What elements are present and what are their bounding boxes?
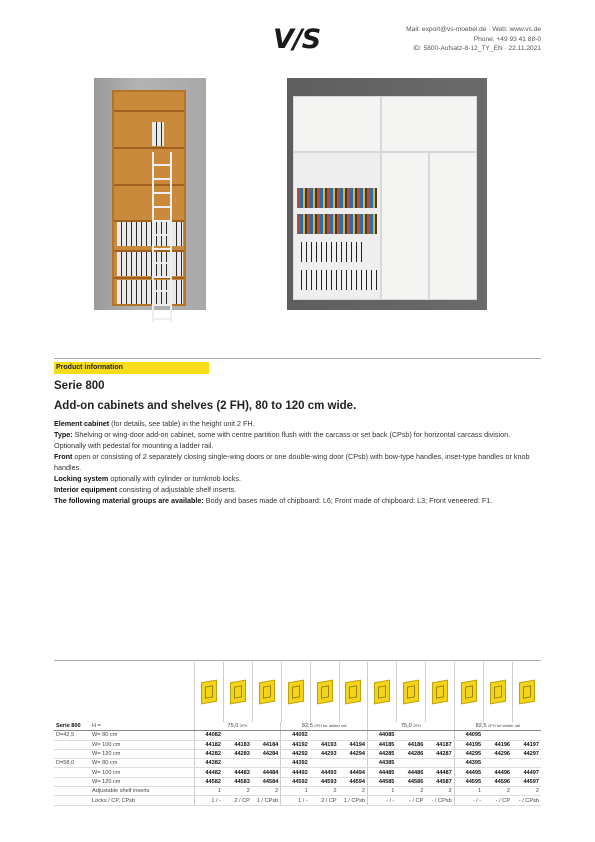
contact-phone: Phone: +49 93 41 88-0 — [473, 35, 541, 43]
table-cell — [310, 759, 339, 768]
cabinet-icon — [259, 680, 275, 705]
description-term: The following material groups are available: — [54, 496, 204, 505]
table-cell: 44392 — [281, 759, 310, 768]
table-top-divider — [54, 660, 541, 661]
table-cell: 44582 — [194, 777, 223, 786]
cabinet-icon — [230, 680, 246, 705]
table-cell: 44085 — [368, 731, 397, 740]
row-depth — [54, 777, 90, 786]
photo-white-cabinets — [287, 78, 487, 310]
row-depth: D=58,0 — [54, 759, 90, 768]
height-group-3: 75,0 2FH — [368, 722, 455, 731]
table-row — [54, 787, 541, 796]
product-icon-cell — [396, 662, 425, 722]
table-cell: 44484 — [252, 768, 281, 777]
table-row — [54, 749, 541, 758]
product-icon-cell — [483, 662, 512, 722]
ladder — [152, 152, 172, 322]
table-row — [54, 777, 541, 786]
table-cell — [425, 731, 454, 740]
table-cell: 44485 — [368, 768, 397, 777]
white-cabinet-door-left — [381, 152, 429, 300]
table-cell: 44286 — [396, 749, 425, 758]
product-icon-cell — [281, 662, 310, 722]
table-series-label: Serie 800 — [54, 722, 90, 731]
table-cell: 44293 — [310, 749, 339, 758]
table-cell: 44593 — [310, 777, 339, 786]
cabinet-icon — [288, 680, 304, 705]
table-cell: 44297 — [512, 749, 541, 758]
table-cell: 2 / CP — [223, 796, 252, 805]
cabinet-icon — [461, 680, 477, 705]
description-text: Shelving or wing-door add-on cabinet, some with centre partition flush with the carcass or set back (CPsb) for horizontal carcass division. Optionally with pedestal for mounting a ladder rail. — [54, 430, 511, 450]
table-cell: 44487 — [425, 768, 454, 777]
white-cabinet-door-right — [429, 152, 477, 300]
description-paragraph — [54, 418, 541, 429]
table-row — [54, 759, 541, 768]
product-icon-cell — [339, 662, 368, 722]
oak-shelf-unit — [112, 90, 186, 306]
row-label: W= 120 cm — [90, 749, 194, 758]
table-cell — [339, 759, 368, 768]
photo-oak-shelving — [94, 78, 206, 310]
description-paragraph — [54, 429, 541, 451]
table-cell: 1 — [368, 787, 397, 796]
table-cell: 44184 — [252, 740, 281, 749]
table-cell — [512, 759, 541, 768]
cabinet-icon — [374, 680, 390, 705]
table-cell: 44595 — [454, 777, 483, 786]
table-cell — [512, 731, 541, 740]
table-header-row — [54, 722, 541, 731]
contact-id: ID: 5800-Aufsatz-8-12_TY_EN · 22.11.2021 — [413, 45, 541, 52]
table-cell: 44382 — [194, 759, 223, 768]
description-term: Element cabinet — [54, 419, 110, 428]
cabinet-icon — [432, 680, 448, 705]
table-cell: 44496 — [483, 768, 512, 777]
table-cell: 2 — [223, 787, 252, 796]
product-icon-cell — [194, 662, 223, 722]
table-cell: 44495 — [454, 768, 483, 777]
description-text: (for details, see table) in the height unit 2 FH. — [109, 419, 255, 428]
cabinet-icon — [345, 680, 361, 705]
table-cell: 2 — [310, 787, 339, 796]
product-table — [54, 722, 541, 806]
description-text: optionally with cylinder or turnknob locks. — [108, 474, 241, 483]
row-label: W= 80 cm — [90, 731, 194, 740]
page-heading: Add-on cabinets and shelves (2 FH), 80 to 120 cm wide. — [54, 400, 357, 412]
table-height-label: H = — [90, 722, 194, 731]
description-text: open or consisting of 2 separately closing single-wing doors or one double-wing door (CPsb) with bow-type handles, inset-type handles or knob handles. — [54, 452, 530, 472]
table-cell — [252, 731, 281, 740]
table-cell — [310, 731, 339, 740]
table-cell: 44592 — [281, 777, 310, 786]
table-cell: 44395 — [454, 759, 483, 768]
cabinet-icon — [317, 680, 333, 705]
table-cell: 44192 — [281, 740, 310, 749]
cabinet-icon — [201, 680, 217, 705]
product-icon-cell — [454, 662, 483, 722]
description-term: Locking system — [54, 474, 109, 483]
table-cell: 44193 — [310, 740, 339, 749]
table-cell: 44587 — [425, 777, 454, 786]
white-cabinet-top-right — [381, 96, 477, 152]
cabinet-icon — [519, 680, 535, 705]
row-depth — [54, 796, 90, 805]
table-cell: 44296 — [483, 749, 512, 758]
table-cell: 44594 — [339, 777, 368, 786]
table-cell: 44284 — [252, 749, 281, 758]
divider — [54, 358, 541, 359]
table-cell: - / - — [368, 796, 397, 805]
description-term: Front — [54, 452, 73, 461]
table-cell: 44486 — [396, 768, 425, 777]
table-cell — [483, 731, 512, 740]
table-cell: 44295 — [454, 749, 483, 758]
table-cell: 44294 — [339, 749, 368, 758]
table-cell: 44095 — [454, 731, 483, 740]
height-group-1: 75,0 2FH — [194, 722, 281, 731]
product-icon-cell — [252, 662, 281, 722]
row-depth — [54, 787, 90, 796]
table-cell: 44585 — [368, 777, 397, 786]
table-cell: 44282 — [194, 749, 223, 758]
table-cell — [425, 759, 454, 768]
product-icon-cell — [367, 662, 396, 722]
table-cell: 44493 — [310, 768, 339, 777]
table-cell: 44092 — [281, 731, 310, 740]
row-depth — [54, 768, 90, 777]
table-cell: 44082 — [194, 731, 223, 740]
product-icon-cell — [425, 662, 454, 722]
table-cell: 2 — [252, 787, 281, 796]
table-row — [54, 740, 541, 749]
description-paragraph — [54, 451, 541, 473]
table-cell: 44195 — [454, 740, 483, 749]
table-cell: 44482 — [194, 768, 223, 777]
row-depth — [54, 740, 90, 749]
table-cell: 44287 — [425, 749, 454, 758]
table-cell — [223, 731, 252, 740]
row-label: W= 80 cm — [90, 759, 194, 768]
contact-mail: Mail: export@vs-moebel.de · Web: www.vs.de — [406, 26, 541, 33]
description-term: Type: — [54, 430, 73, 439]
white-cabinet-top-left — [293, 96, 381, 152]
table-row — [54, 796, 541, 805]
table-cell: 44187 — [425, 740, 454, 749]
table-cell: 44483 — [223, 768, 252, 777]
table-cell: 44283 — [223, 749, 252, 758]
table-cell: 44194 — [339, 740, 368, 749]
table-cell: 1 — [281, 787, 310, 796]
table-cell: 1 / - — [194, 796, 223, 805]
table-cell: 1 — [194, 787, 223, 796]
table-cell: 2 — [483, 787, 512, 796]
table-cell: 44385 — [368, 759, 397, 768]
row-label: W= 100 cm — [90, 768, 194, 777]
product-icon-cell — [223, 662, 252, 722]
table-cell: 44197 — [512, 740, 541, 749]
table-cell: 44497 — [512, 768, 541, 777]
table-cell — [223, 759, 252, 768]
product-icon-cell — [310, 662, 339, 722]
description-text: Body and bases made of chipboard: L6; Front made of chipboard: L3; Front veneered: F1. — [203, 496, 493, 505]
table-cell: 2 — [425, 787, 454, 796]
table-cell: 44596 — [483, 777, 512, 786]
table-cell: 2 — [512, 787, 541, 796]
table-cell: - / - — [454, 796, 483, 805]
table-cell: 44182 — [194, 740, 223, 749]
table-cell: 44285 — [368, 749, 397, 758]
description — [54, 418, 541, 506]
table-cell: 44597 — [512, 777, 541, 786]
table-cell: - / CP — [483, 796, 512, 805]
table-cell: 1 — [454, 787, 483, 796]
row-depth: D=42,5 — [54, 731, 90, 740]
table-cell: 44183 — [223, 740, 252, 749]
row-depth — [54, 749, 90, 758]
description-paragraph — [54, 473, 541, 484]
table-cell: - / CPsb — [425, 796, 454, 805]
height-group-4: 82,5 2FH for ladder rail — [454, 722, 541, 731]
contact-block — [406, 25, 541, 54]
table-cell: - / CP — [396, 796, 425, 805]
table-cell: 44492 — [281, 768, 310, 777]
table-row — [54, 731, 541, 740]
table-cell — [396, 731, 425, 740]
row-label: Adjustable shelf inserts — [90, 787, 194, 796]
description-paragraph — [54, 484, 541, 495]
row-label: W= 100 cm — [90, 740, 194, 749]
table-cell: 1 / CPsb — [339, 796, 368, 805]
table-cell: 2 / CP — [310, 796, 339, 805]
table-cell: 1 / CPsb — [252, 796, 281, 805]
table-cell: 44186 — [396, 740, 425, 749]
row-label: Locks / CP, CPsb — [90, 796, 194, 805]
description-paragraph — [54, 495, 541, 506]
cabinet-icon — [490, 680, 506, 705]
description-text: consisting of adjustable shelf inserts. — [117, 485, 237, 494]
table-cell: 44583 — [223, 777, 252, 786]
product-icon-cell — [512, 662, 541, 722]
table-cell — [396, 759, 425, 768]
product-icons-row — [194, 662, 541, 722]
height-group-2: 82,5 2FH for ladder rail — [281, 722, 368, 731]
table-cell: 44586 — [396, 777, 425, 786]
table-cell: 44185 — [368, 740, 397, 749]
table-cell — [339, 731, 368, 740]
table-cell: 2 — [339, 787, 368, 796]
description-term: Interior equipment — [54, 485, 118, 494]
cabinet-icon — [403, 680, 419, 705]
table-cell: - / CPsb — [512, 796, 541, 805]
table-cell: 44196 — [483, 740, 512, 749]
table-row — [54, 768, 541, 777]
table-cell: 44292 — [281, 749, 310, 758]
row-label: W= 120 cm — [90, 777, 194, 786]
table-cell — [483, 759, 512, 768]
section-label: Product information — [54, 362, 209, 374]
table-cell: 44584 — [252, 777, 281, 786]
vs-logo: V/S — [273, 24, 321, 55]
table-cell: 1 / - — [281, 796, 310, 805]
table-cell: 2 — [396, 787, 425, 796]
table-cell — [252, 759, 281, 768]
series-title: Serie 800 — [54, 380, 105, 392]
table-cell: 44494 — [339, 768, 368, 777]
